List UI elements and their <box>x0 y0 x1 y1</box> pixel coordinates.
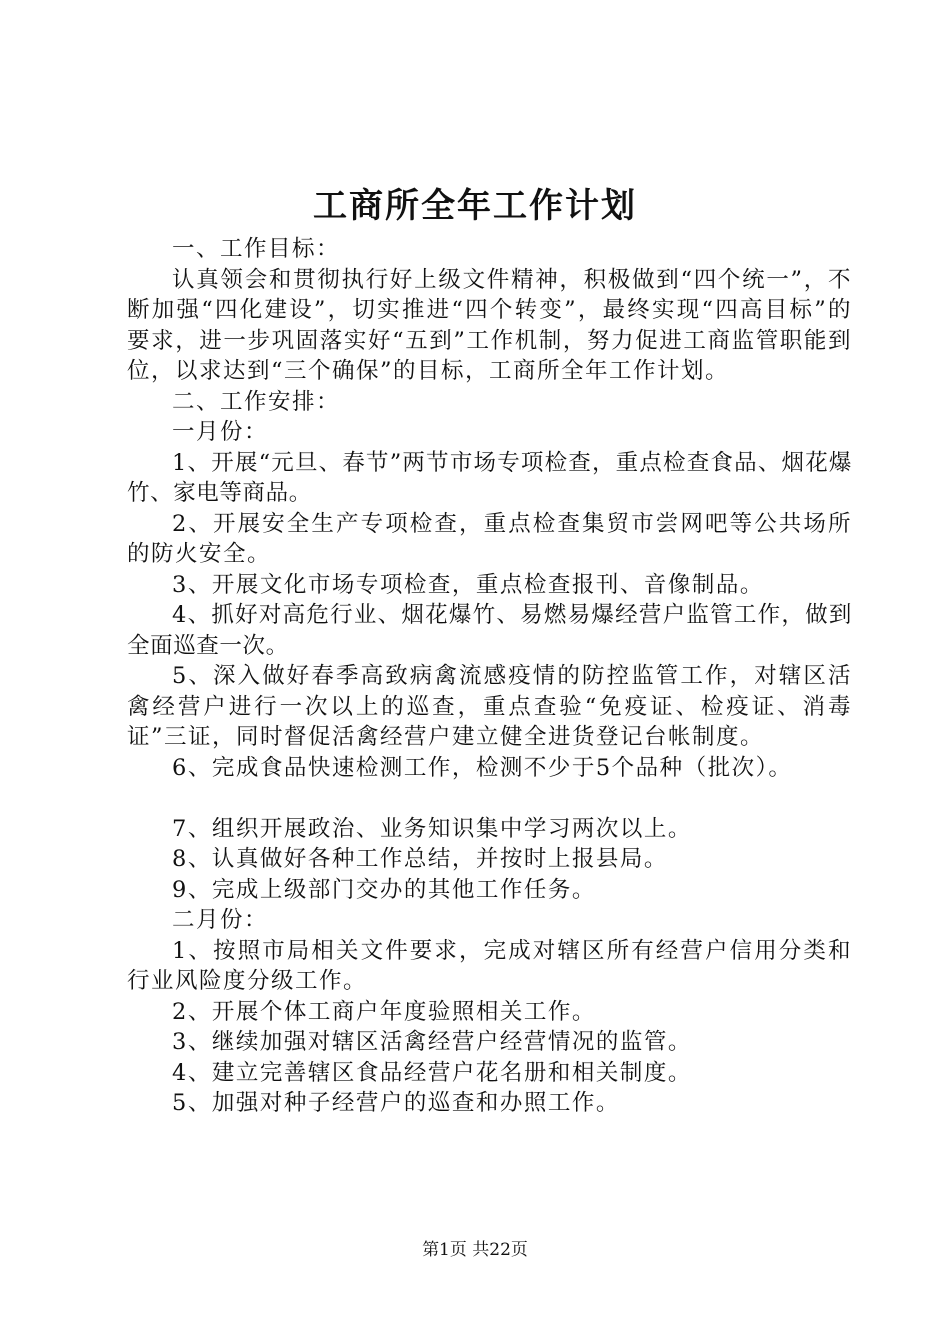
month-heading-february: 二月份： <box>172 907 269 933</box>
february-item-5: 5、加强对种子经营户的巡查和办照工作。 <box>172 1090 620 1116</box>
document-title: 工商所全年工作计划 <box>313 186 637 226</box>
section-heading-goals: 一、工作目标： <box>172 236 341 262</box>
january-item-8: 8、认真做好各种工作总结，并按时上报县局。 <box>172 846 668 872</box>
paragraph-spacer <box>127 783 852 814</box>
february-item-4: 4、建立完善辖区食品经营户花名册和相关制度。 <box>172 1059 692 1086</box>
month-heading-january: 一月份： <box>172 419 269 445</box>
january-item-7: 7、组织开展政治、业务知识集中学习两次以上。 <box>172 815 692 842</box>
february-item-3: 3、继续加强对辖区活禽经营户经营情况的监管。 <box>172 1029 692 1055</box>
january-item-3: 3、开展文化市场专项检查，重点检查报刊、音像制品。 <box>172 571 764 598</box>
january-item-1: 1、开展“元旦、春节”两节市场专项检查，重点检查食品、烟花爆竹、家电等商品。 <box>127 449 852 506</box>
goals-paragraph: 认真领会和贯彻执行好上级文件精神，积极做到“四个统一”，不断加强“四化建设”，切实推进“四个转变”，最终实现“四高目标”的要求，进一步巩固落实好“五到”工作机制，努力促进工商监管职能到位，以求达到“三个确保”的目标，工商所全年工作计划。 <box>127 266 852 384</box>
february-item-2: 2、开展个体工商户年度验照相关工作。 <box>172 998 596 1025</box>
january-item-9: 9、完成上级部门交办的其他工作任务。 <box>172 876 596 903</box>
page-footer: 第1页 共22页 <box>422 1240 528 1260</box>
january-item-5: 5、深入做好春季高致病禽流感疫情的防控监管工作，对辖区活禽经营户进行一次以上的巡查，重点查验“免疫证、检疫证、消毒证”三证，同时督促活禽经营户建立健全进货登记台帐制度。 <box>127 663 852 750</box>
january-item-4: 4、抓好对高危行业、烟花爆竹、易燃易爆经营户监管工作，做到全面巡查一次。 <box>127 602 852 659</box>
january-item-2: 2、开展安全生产专项检查，重点检查集贸市尝网吧等公共场所的防火安全。 <box>127 510 852 567</box>
january-item-6: 6、完成食品快速检测工作，检测不少于5个品种（批次）。 <box>172 754 793 781</box>
february-item-1: 1、按照市局相关文件要求，完成对辖区所有经营户信用分类和行业风险度分级工作。 <box>127 937 852 994</box>
document-body <box>127 234 852 1119</box>
section-heading-arrangement: 二、工作安排： <box>172 388 341 415</box>
